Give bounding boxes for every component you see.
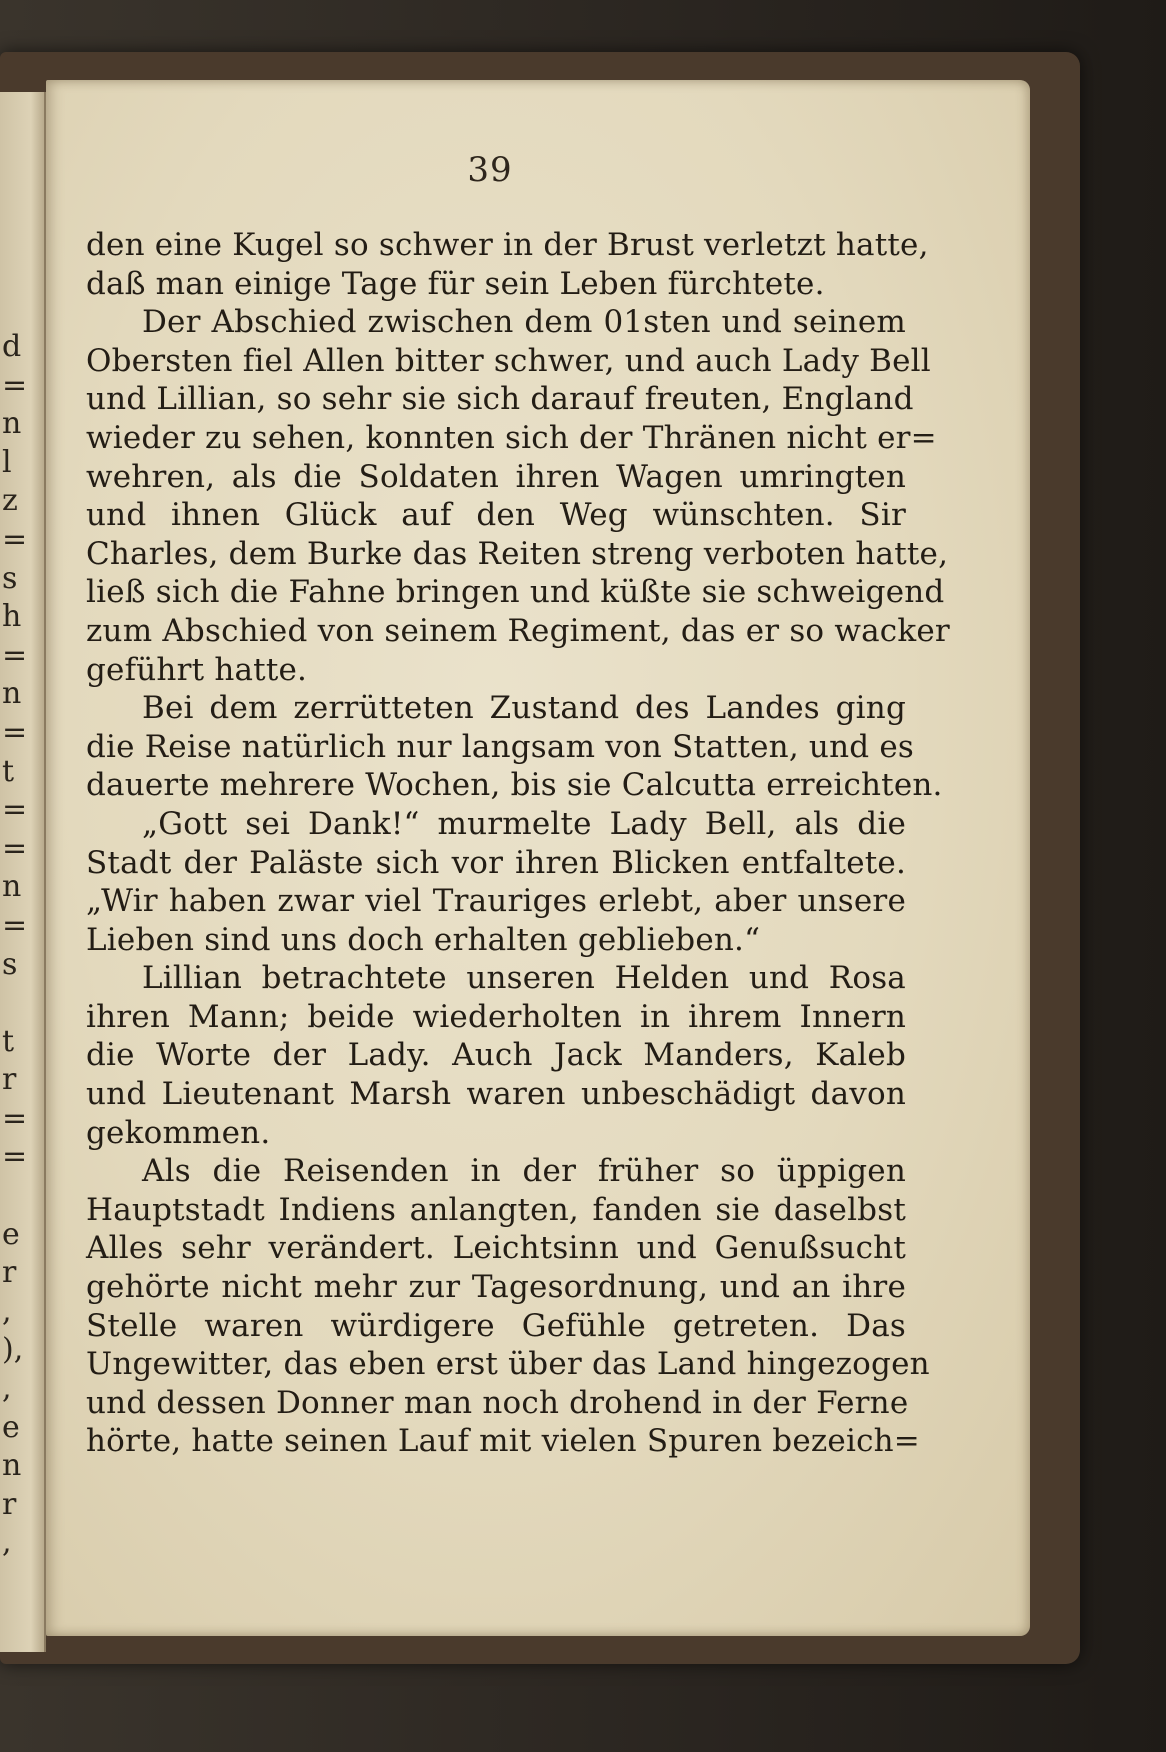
text-line: und Lieutenant Marsh waren unbeschädigt davon — [86, 1076, 906, 1113]
left-fragment: n — [2, 1448, 22, 1484]
left-fragment: , — [2, 1293, 12, 1329]
left-fragment: ), — [2, 1332, 24, 1368]
left-fragment: z — [2, 483, 18, 519]
text-line: Lieben sind uns doch erhalten geblieben.“ — [86, 921, 761, 958]
left-fragment: = — [2, 1100, 28, 1136]
left-fragment: , — [2, 1525, 12, 1561]
text-line: geführt hatte. — [86, 651, 308, 688]
left-fragment: r — [2, 1486, 17, 1522]
left-fragment: r — [2, 1255, 17, 1291]
left-fragment: h — [2, 599, 22, 635]
left-fragment: d — [2, 329, 22, 364]
left-fragment: = — [2, 521, 28, 557]
text-line: Der Abschied zwischen dem 01sten und seinem — [142, 304, 906, 341]
text-line: gehörte nicht mehr zur Tagesordnung, und an ihre — [86, 1269, 906, 1306]
text-line: „Gott sei Dank!“ murmelte Lady Bell, als die — [142, 805, 906, 842]
left-fragment: = — [2, 1139, 28, 1175]
text-line: zum Abschied von seinem Regiment, das er so wacker — [86, 612, 950, 649]
text-line: und ihnen Glück auf den Weg wünschten. Sir — [86, 497, 906, 534]
text-line: ihren Mann; beide wiederholten in ihrem Innern — [86, 998, 906, 1035]
left-fragment: n — [2, 406, 22, 442]
left-fragment: t — [2, 1023, 15, 1059]
left-fragment — [2, 984, 22, 1023]
left-page-fragments — [2, 328, 28, 1563]
left-fragment: = — [2, 907, 28, 943]
text-line: Als die Reisenden in der früher so üppigen — [142, 1153, 906, 1190]
left-fragment: l — [2, 444, 12, 480]
left-fragment: , — [2, 1371, 12, 1407]
text-line: Hauptstadt Indiens anlangten, fanden sie daselbst — [86, 1191, 906, 1228]
text-line: und dessen Donner man noch drohend in der Ferne — [86, 1384, 909, 1421]
text-line: Alles sehr verändert. Leichtsinn und Genußsucht — [86, 1230, 906, 1267]
left-fragment: = — [2, 792, 28, 828]
left-fragment: n — [2, 676, 22, 712]
text-line: hörte, hatte seinen Lauf mit vielen Spuren bezeich= — [86, 1423, 920, 1460]
text-line: Obersten fiel Allen bitter schwer, und auch Lady Bell — [86, 342, 931, 379]
text-line: daß man einige Tage für sein Leben fürchtete. — [86, 265, 825, 302]
left-fragment: n — [2, 869, 22, 905]
left-fragment: = — [2, 637, 28, 673]
text-line: gekommen. — [86, 1114, 271, 1151]
text-line: die Worte der Lady. Auch Jack Manders, Kaleb — [86, 1037, 906, 1074]
left-fragment: r — [2, 1062, 17, 1098]
text-line: Charles, dem Burke das Reiten streng verboten hatte, — [86, 535, 949, 572]
left-fragment: = — [2, 830, 28, 866]
text-line: die Reise natürlich nur langsam von Statten, und es — [86, 728, 915, 765]
left-fragment — [2, 1177, 22, 1216]
text-line: „Wir haben zwar viel Trauriges erlebt, aber unsere — [86, 883, 906, 920]
text-line: Stadt der Paläste sich vor ihren Blicken entfaltete. — [86, 844, 906, 881]
page-number: 39 — [467, 150, 513, 190]
text-line: dauerte mehrere Wochen, bis sie Calcutta erreichten. — [86, 767, 943, 804]
text-line: wieder zu sehen, konnten sich der Thränen nicht er= — [86, 419, 937, 456]
text-line: den eine Kugel so schwer in der Brust verletzt hatte, — [86, 227, 929, 263]
text-line: Stelle waren würdigere Gefühle getreten. Das — [86, 1307, 906, 1344]
left-page-edge — [0, 92, 46, 1652]
left-fragment: = — [2, 367, 28, 403]
text-line: Bei dem zerrütteten Zustand des Landes ging — [142, 690, 906, 727]
page-body — [86, 226, 950, 1461]
text-line: Lillian betrachtete unseren Helden und Rosa — [142, 960, 906, 997]
left-fragment: = — [2, 714, 28, 750]
text-line: wehren, als die Soldaten ihren Wagen umringten — [86, 458, 906, 495]
left-fragment: s — [2, 560, 18, 596]
left-fragment: s — [2, 946, 18, 982]
left-fragment: t — [2, 753, 15, 789]
text-line: ließ sich die Fahne bringen und küßte sie schweigend — [86, 574, 945, 611]
left-fragment: e — [2, 1216, 20, 1252]
left-fragment: e — [2, 1409, 20, 1445]
text-line: und Lillian, so sehr sie sich darauf freuten, England — [86, 381, 914, 418]
text-line: Ungewitter, das eben erst über das Land hingezogen — [86, 1346, 930, 1383]
